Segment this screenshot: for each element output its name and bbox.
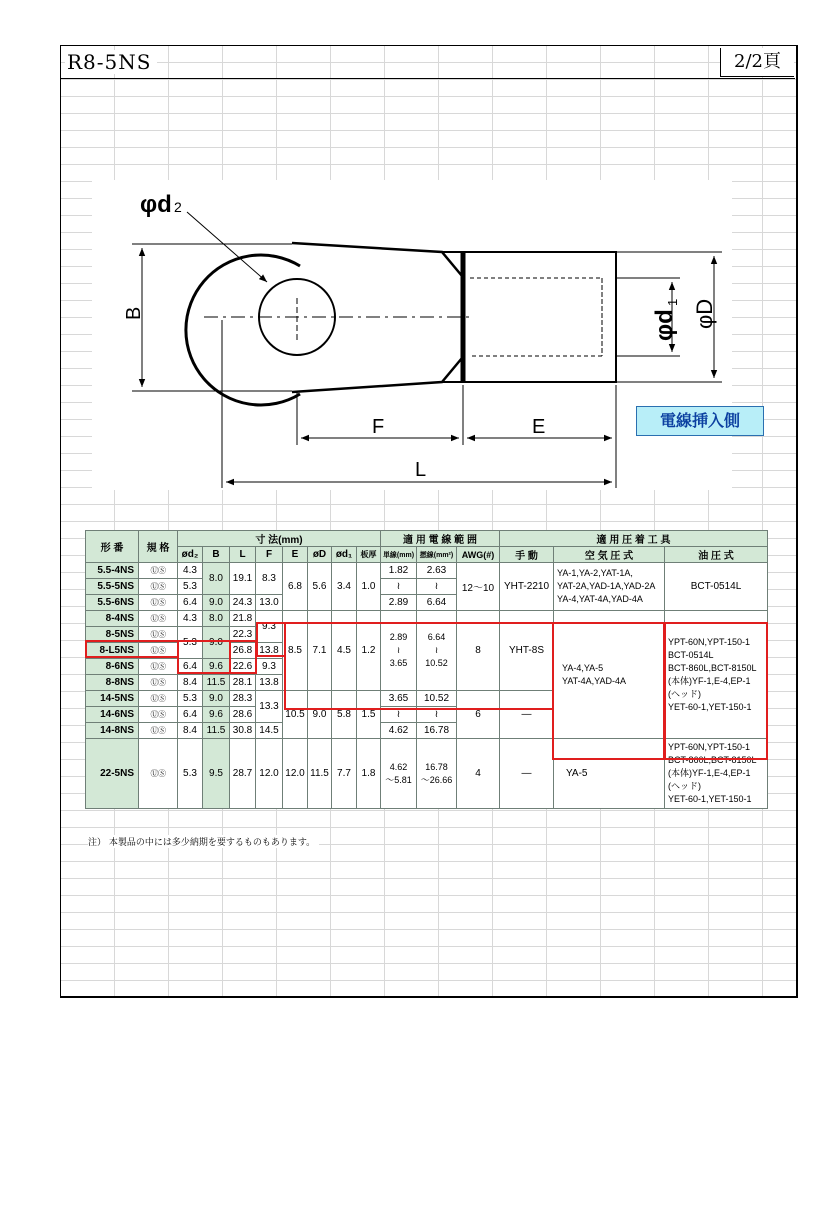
table-row: 22-5NS ⓊⓈ 5.3 9.5 28.7 12.0 12.0 11.5 7.7 1.8 4.62 ～5.81 16.78 ～26.66 4 — YA-5 YPT-60N,YPT-150-1 BCT-860L,BCT-8150L (本体)YF-1,E-4,EP-1 (ヘッド) YET-60-1,YET-150-1: [86, 739, 768, 809]
page-number: 2/2頁: [720, 48, 794, 77]
spec-table: [85, 530, 768, 809]
col-B: B: [203, 547, 230, 563]
col-manual: 手 動: [500, 547, 554, 563]
col-d2: ød₂: [178, 547, 203, 563]
table-row: 8-5NS ⓊⓈ 5.3 9.0 22.3: [86, 627, 768, 643]
table-row: 14-8NS ⓊⓈ 8.4 11.5 30.8 14.5 4.62 16.78: [86, 723, 768, 739]
g2-stranded: 6.64 ≀ 10.52: [417, 611, 457, 691]
table-row: 5.5-5NS ⓊⓈ 5.3 ≀ ≀: [86, 579, 768, 595]
col-D: øD: [308, 547, 332, 563]
barrel: [462, 252, 616, 382]
d2-label: φd: [140, 191, 172, 218]
col-single: 単線(mm): [381, 547, 417, 563]
col-stranded: 撚線(mm²): [417, 547, 457, 563]
table-row: 8-8NS ⓊⓈ 8.4 11.5 28.1 13.8: [86, 675, 768, 691]
col-L: L: [230, 547, 256, 563]
col-tool: 適 用 圧 着 工 具: [500, 531, 768, 547]
ring-outline: [186, 255, 300, 405]
col-thickness: 板厚: [357, 547, 381, 563]
d2-sub: 2: [174, 199, 182, 215]
table-row: 5.5-4NS ⓊⓈ 4.3 8.0 19.1 8.3 6.8 5.6 3.4 1.0 1.82 2.63 12～10 YHT-2210 YA-1,YA-2,YAT-1A, YAT-2A,YAD-1A,YAD-2A YA-4,YAT-4A,YAD-4A BCT-0514L: [86, 563, 768, 579]
terminal-drawing: [92, 180, 732, 490]
col-awg: AWG(#): [457, 547, 500, 563]
g2-single: 2.89 ≀ 3.65: [381, 611, 417, 691]
page-title: R8-5NS: [65, 50, 157, 74]
col-oil: 油 圧 式: [665, 547, 768, 563]
col-model: 形 番: [86, 531, 139, 563]
col-E: E: [283, 547, 308, 563]
col-d1: ød₁: [332, 547, 357, 563]
col-air: 空 気 圧 式: [554, 547, 665, 563]
col-std: 規 格: [139, 531, 178, 563]
title-divider: [60, 78, 795, 79]
table-row: 14-5NS ⓊⓈ 5.3 9.0 28.3 13.3 10.5 9.0 5.8 1.5 3.65 10.52 6 —: [86, 691, 768, 707]
table-row: 8-L5NS ⓊⓈ 26.8 13.8: [86, 643, 768, 659]
B-label: B: [123, 306, 145, 320]
d1-label: φd: [651, 309, 678, 341]
ring-terminal-diagram: [92, 180, 732, 490]
table-row: 8-6NS ⓊⓈ 6.4 9.6 22.6 9.3: [86, 659, 768, 675]
footnote: 注） 本製品の中には多少納期を要するものもあります。: [88, 835, 319, 848]
page-bottom-border: [60, 996, 797, 998]
col-wire: 適 用 電 線 範 囲: [381, 531, 500, 547]
table-row: 5.5-6NS ⓊⓈ 6.4 9.0 24.3 13.0 2.89 6.64: [86, 595, 768, 611]
table-row: 14-6NS ⓊⓈ 6.4 9.6 28.6 ≀ ≀: [86, 707, 768, 723]
col-F: F: [256, 547, 283, 563]
F-label: F: [372, 416, 385, 438]
table-row: 8-4NS ⓊⓈ 4.3 8.0 21.8 9.3 8.5 7.1 4.5 1.2 2.89 ≀ 3.65 6.64 ≀ 10.52 8 YHT-8S YA-4,YA-5 YAT-4A,YAD-4A YPT-60N,YPT-150-1 BCT-0514L BCT-860L,BCT-8150L (本体)YF-1,E-4,EP-1 (ヘッド) YET-60-1,YET-150-1: [86, 611, 768, 627]
col-dim: 寸 法(mm): [178, 531, 381, 547]
L-label: L: [415, 459, 427, 481]
D-label: φD: [692, 298, 717, 329]
E-label: E: [532, 416, 546, 438]
wire-insertion-side-badge: 電線挿入側: [636, 406, 764, 436]
d1-sub: 1: [665, 298, 680, 306]
